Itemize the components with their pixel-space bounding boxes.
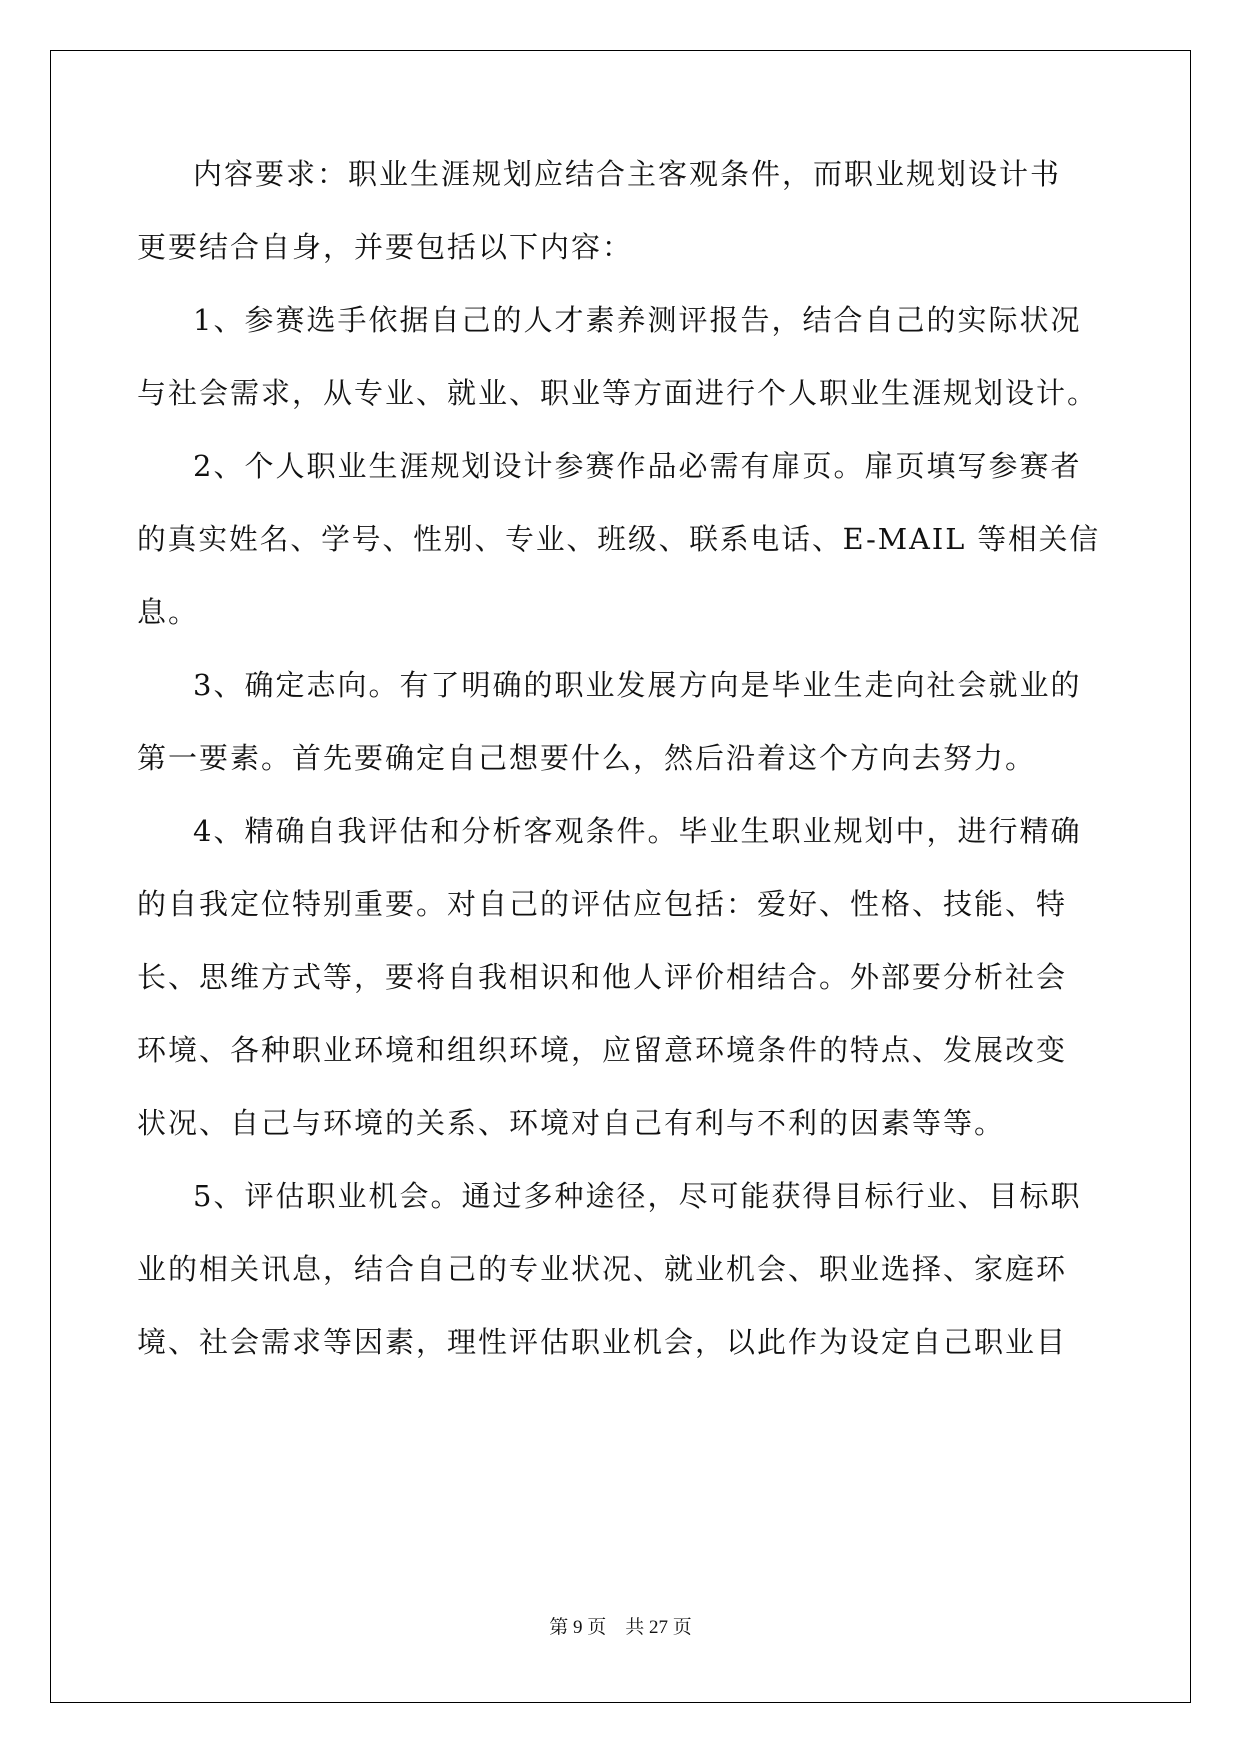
paragraph-line: 的自我定位特别重要。对自己的评估应包括：爱好、性格、技能、特 <box>137 887 1068 921</box>
paragraph-line: 第一要素。首先要确定自己想要什么，然后沿着这个方向去努力。 <box>137 741 1037 775</box>
paragraph-line: 状况、自己与环境的关系、环境对自己有利与不利的因素等等。 <box>137 1106 1006 1140</box>
paragraph-line: 2、个人职业生涯规划设计参赛作品必需有扉页。扉页填写参赛者 <box>193 449 1082 483</box>
paragraph-line: 4、精确自我评估和分析客观条件。毕业生职业规划中，进行精确 <box>193 814 1082 848</box>
page-number-footer: 第 9 页 共 27 页 <box>549 1617 692 1638</box>
paragraph-line: 的真实姓名、学号、性别、专业、班级、联系电话、E-MAIL 等相关信 <box>137 522 1101 556</box>
paragraph-line: 长、思维方式等，要将自我相识和他人评价相结合。外部要分析社会 <box>137 960 1068 994</box>
paragraph-line: 与社会需求，从专业、就业、职业等方面进行个人职业生涯规划设计。 <box>137 376 1099 410</box>
paragraph-line: 环境、各种职业环境和组织环境，应留意环境条件的特点、发展改变 <box>137 1033 1068 1067</box>
paragraph-line: 5、评估职业机会。通过多种途径，尽可能获得目标行业、目标职 <box>193 1179 1082 1213</box>
paragraph-line: 息。 <box>137 595 200 629</box>
paragraph-line: 3、确定志向。有了明确的职业发展方向是毕业生走向社会就业的 <box>193 668 1082 702</box>
paragraph-line: 1、参赛选手依据自己的人才素养测评报告，结合自己的实际状况 <box>193 303 1082 337</box>
paragraph-line: 内容要求：职业生涯规划应结合主客观条件，而职业规划设计书 <box>193 157 1062 191</box>
paragraph-line: 更要结合自身，并要包括以下内容： <box>137 230 634 264</box>
paragraph-line: 境、社会需求等因素，理性评估职业机会，以此作为设定自己职业目 <box>137 1325 1068 1359</box>
paragraph-line: 业的相关讯息，结合自己的专业状况、就业机会、职业选择、家庭环 <box>137 1252 1068 1286</box>
page-border <box>50 50 1191 1703</box>
